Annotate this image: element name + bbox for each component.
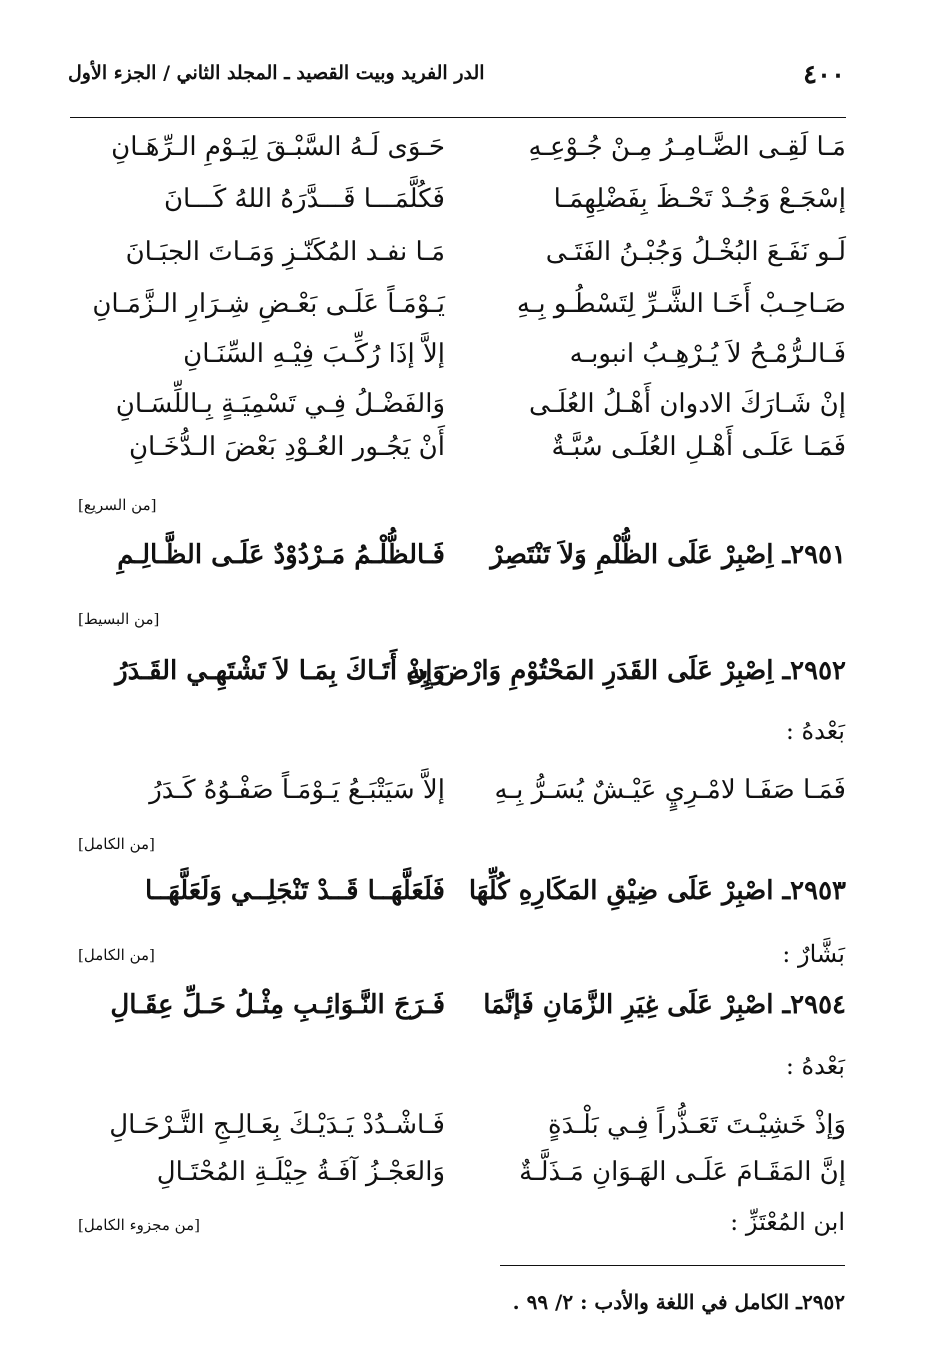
verse-line [70,1157,846,1209]
verse-second-hemistich: وَالفَضْـلُ فِـي تَسْمِيَـةٍ بِـاللِّسَـانِ [115,389,445,419]
entry-2954 [70,990,846,1042]
verse-first-hemistich: ٢٩٥٢ـ اِصْبِرْ عَلَى القَدَرِ المَحْتُوْمِ وَارْضَ بِهِ [407,656,846,686]
verse-first-hemistich: لَـو نَفَـعَ البُخْـلُ وَجُبْـنُ الفَتَـى [545,237,846,267]
meter-label: [من الكامل] [78,946,155,964]
verse-second-hemistich: أَنْ يَجُـور العُـوْدِ بَعْضَ الـدُّخَـانِ [128,432,445,462]
verse-line [70,432,846,484]
verse-first-hemistich: صَـاحِـبْ أَخَـا الشَّـرِّ لِتَسْطُـو بِـهِ [516,289,846,319]
running-title: الدر الفريد وبيت القصيد ـ المجلد الثاني / الجزء الأول [68,62,485,84]
verse-second-hemistich: حَـوَى لَـهُ السَّبْـقَ لِيَـوْمِ الـرِّهَـانِ [111,132,445,162]
footnote-divider [500,1265,845,1266]
intro-label: بَعْدهُ : [785,1052,845,1080]
intro-label: بَشَّارٌ : [782,940,845,968]
verse-first-hemistich: ٢٩٥١ـ اِصْبِرْ عَلَى الظُّلْمِ وَلاَ تَنْتَصِرْ [490,540,846,570]
meter-label: [من السريع] [78,496,157,514]
verse-second-hemistich: فَـرَجَ النَّـوَائِـبِ مِثْـلُ حَـلِّ عِقَـالِ [110,990,445,1020]
entry-2953 [70,876,846,928]
verse-first-hemistich: ٢٩٥٤ـ اصْبِرْ عَلَى غِيَرِ الزَّمَانِ فَإنَّمَا [483,990,846,1020]
verse-line [70,289,846,341]
verse-first-hemistich: إنْ شَـارَكَ الادوان أَهْـلُ العُلَـى [528,389,846,419]
verse-line [70,184,846,236]
verse-second-hemistich: فَـالظُّلْـمُ مَـرْدُوْدٌ عَلَـى الظَّـالِـمِ [117,540,445,570]
meter-label: [من الكامل] [78,835,155,853]
verse-second-hemistich: وَالعَجْـزُ آفَـةُ حِيْلَـةِ المُحْتَـالِ [156,1157,445,1187]
intro-label: بَعْدهُ : [785,717,845,745]
verse-second-hemistich: وَإِنْ أَتَـاكَ بِمَـا لاَ تَشْتَهِـي القَـدَرُ [115,656,445,686]
verse-second-hemistich: فَلَعَلَّهَــا قَــدْ تَنْجَلِــي وَلَعَلَّهَــا [145,876,445,906]
verse-second-hemistich: إلاَّ إذَا رُكِّـبَ فِيْـهِ السِّنَـانِ [183,339,445,369]
verse-first-hemistich: فَمَـا عَلَـى أَهْـلِ العُلَـى سُبَّـةٌ [551,432,846,462]
verse-line [70,237,846,289]
verse-first-hemistich: ٢٩٥٣ـ اصْبِرْ عَلَى ضِيْقِ المَكَارِهِ كُلِّهَا [468,876,846,906]
verse-line [70,1110,846,1162]
verse-line [70,132,846,184]
verse-line [70,775,846,827]
entry-2951 [70,540,846,592]
verse-first-hemistich: وَإذْ خَشِيْـتَ تَعَـذُّراً فِـي بَلْـدَةٍ [548,1110,846,1140]
page-number: ٤٠٠ [803,60,845,90]
entry-2952 [70,656,846,708]
meter-label: [من البسيط] [78,610,160,628]
verse-first-hemistich: فَـالـرُّمْـحُ لاَ يُـرْهِـبُ انبوبـه [569,339,846,369]
verse-second-hemistich: فَكُلَّمَـــا قَـــدَّرَهُ اللهُ كَـــانَ [163,184,445,214]
verse-first-hemistich: إسْجَـعْ وَجُـدْ تَحْـظَ بِفَضْلِهِمَـا [553,184,846,214]
verse-second-hemistich: مَـا نفـد المُكَنّـزِ وَمَـاتَ الجبَـانَ [125,237,445,267]
verse-second-hemistich: إلاَّ سَيَتْبَـعُ يَـوْمَـاً صَفْـوُهُ كَـدَرُ [149,775,445,805]
verse-first-hemistich: إنَّ المَقَـامَ عَلَـى الهَـوَانِ مَـذَلَّـةٌ [519,1157,846,1187]
verse-second-hemistich: فَـاشْـدُدْ يَـدَيْـكَ بِعَـالِـجِ التَّـرْحَـالِ [109,1110,445,1140]
author-label: ابن المُعْتَزِّ : [730,1208,845,1236]
verse-first-hemistich: فَمَـا صَفَـا لامْـرِيٍ عَيْـشٌ يُسَـرُّ بِـهِ [494,775,846,805]
meter-label: [من مجزوء الكامل] [78,1216,200,1234]
footnote: ٢٩٥٢ـ الكامل في اللغة والأدب : ٢/ ٩٩ . [512,1290,845,1314]
verse-line [70,339,846,391]
verse-second-hemistich: يَـوْمَـاً عَلَـى بَعْـضِ شِـرَارِ الـزَّمَـانِ [92,289,445,319]
verse-first-hemistich: مَـا لَقِـى الضَّـامِـرُ مِـنْ جُـوْعِـهِ [528,132,846,162]
header-divider [70,117,846,118]
